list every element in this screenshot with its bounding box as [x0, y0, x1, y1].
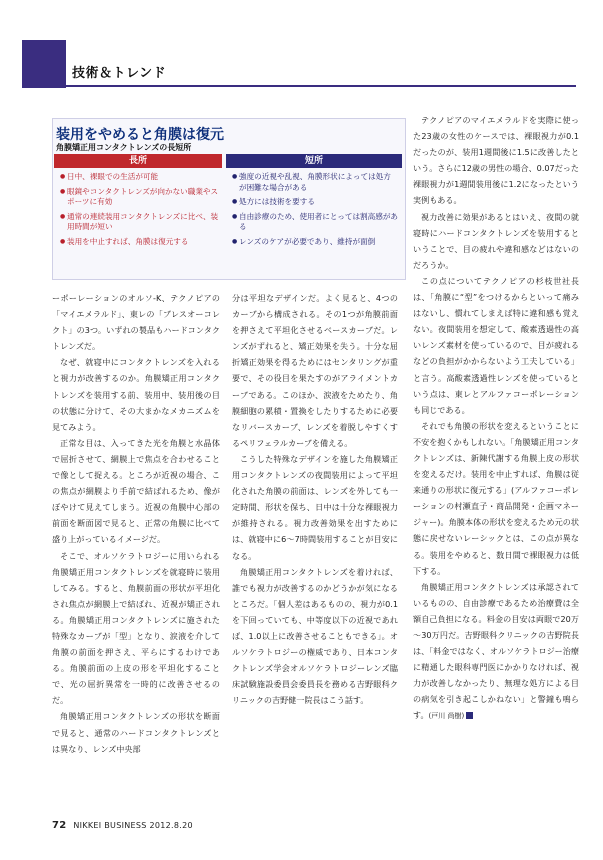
box-title: 装用をやめると角膜は復元 — [56, 127, 224, 143]
article-column-2 — [232, 290, 398, 708]
article-column-3 — [413, 112, 579, 725]
magazine-name: NIKKEI BUSINESS — [73, 821, 147, 830]
paragraph: なぜ、就寝中にコンタクトレンズを入れると視力が改善するのか。角膜矯正用コンタクトレンズを装用する前、装用中、装用後の目の状態に分けて、その大まかなメカニズムを見てみよう。 — [52, 357, 220, 432]
cons-header: 短所 — [226, 154, 402, 168]
paragraph: 正常な目は、入ってきた光を角膜と水晶体で屈折させて、網膜上で焦点を合わせることで像として捉える。ところが近視の場合、この焦点が網膜より手前で結ばれるため、像がぼやけて見えてしまう。近視の角膜中心部の前面を断面図で見ると、正常の角膜に比べて盛り上がっているイメージだ。 — [52, 437, 220, 545]
cons-item: ● 処方には技術を要する — [232, 197, 398, 208]
cons-item: ● 自由診療のため、使用者にとっては割高感がある — [232, 212, 398, 233]
paragraph: 分は平坦なデザインだ。よく見ると、4つのカーブから構成される。その1つが角膜前面を押さえて平坦化させるベースカーブだ。レンズがずれると、矯正効果を失う。十分な屈折矯正効果を得るためにはセンタリングが重要で、その役目を果たすのがアライメントカーブである。このほか、涙液をためたり、角膜細胞の累積・置換をしたりするために必要なリバースカーブ、レンズを着脱しやすくするペリフェラルカーブを備える。 — [232, 293, 398, 448]
paragraph: そこで、オルソケラトロジーに用いられる角膜矯正用コンタクトレンズを就寝時に装用してみる。すると、角膜前面の形状が平坦化され焦点が網膜上で結ばれ、近視が矯正される。角膜矯正用コンタクトレンズに施された特殊なカーブが「型」となり、涙液を介して角膜の前面を押さえ、平らにするわけである。角膜前面の上皮の形を平坦化することで、光の屈折異常を一時的に改善させるのだ。 — [52, 550, 220, 706]
section-divider — [66, 85, 576, 87]
paragraph: それでも角膜の形状を変えるということに不安を抱くかもしれない。「角膜矯正用コンタクトレンズは、新陳代謝する角膜上皮の形状を変えるだけ。装用を中止すれば、角膜は従来通りの形状に復元する」(アルファコーポレーションの村瀬直子・商品開発・企画マネージャー)。角膜本体の形状を変えるため元の状態に戻せないレーシックとは、この点が異なる。装用をやめると、数日間で裸眼視力は低下する。 — [413, 420, 579, 576]
page-number: 72 — [52, 820, 67, 831]
paragraph — [413, 579, 579, 725]
paragraph: この点についてテクノピアの杉枝世社長は、「角膜に“型”をつけるからといって痛みはないし、慣れてしまえば特に違和感も覚えない。夜間装用を想定して、酸素透過性の高いレンズ素材を使っているので、目が疲れるなどの負担がかからないよう工夫している」と言う。高酸素透過性レンズを使っているという点は、東レとアルファコーポレーションも同じである。 — [413, 275, 579, 415]
pros-header: 長所 — [54, 154, 222, 168]
paragraph: 角膜矯正用コンタクトレンズの形状を断面で見ると、通常のハードコンタクトレンズとは異なり、レンズ中央部 — [52, 711, 220, 754]
cons-list — [232, 172, 398, 252]
paragraph: テクノピアのマイエメラルドを実際に使った23歳の女性のケースでは、裸眼視力が0.1だったのが、装用1週間後に1.5に改善したという。さらに12歳の男性の場合、0.07だった裸眼視力が1週間装用後に1.2になったという実例もある。 — [413, 115, 579, 206]
section-title: 技術＆トレンド — [72, 66, 167, 81]
page-footer — [52, 820, 193, 831]
paragraph: 角膜矯正用コンタクトレンズを着ければ、誰でも視力が改善するのかどうかが気になるところだ。「個人差はあるものの、視力が0.1を下回っていても、中等度以下の近視であれば、1.0以上に改善させることもできる」。オルソケラトロジーの権威であり、日本コンタクトレンズ学会オルソケラトロジーレンズ臨床試験施設委員会委員長を務める吉野眼科クリニックの吉野健一院長はこう話す。 — [232, 566, 398, 706]
pros-item: ● 日中、裸眼での生活が可能 — [60, 172, 220, 183]
author-signature: (戸川 尚樹) — [428, 712, 465, 721]
paragraph: ーポーレーションのオルソ-K、テクノピアの「マイエメラルド」、東レの「ブレスオーコレクト」の3つ。いずれの製品もハードコンタクトレンズだ。 — [52, 293, 220, 352]
section-color-block — [22, 40, 66, 88]
article-column-1 — [52, 290, 220, 757]
paragraph-text: 角膜矯正用コンタクトレンズは承認されているものの、自由診療であるため治療費は全額自己負担になる。料金の目安は両眼で20万～30万円だ。吉野眼科クリニックの吉野院長は、「料金ではなく、オルソケラトロジー治療に精通した眼科専門医にかかりなければ、視力が改善しなかったり、無理な処方による目の病気を引き起こしかねない」と警鐘も鳴らす。 — [413, 581, 579, 721]
box-subtitle: 角膜矯正用コンタクトレンズの長短所 — [56, 143, 192, 152]
pros-item: ● 装用を中止すれば、角膜は復元する — [60, 237, 220, 248]
cons-item: ● レンズのケアが必要であり、維持が面倒 — [232, 237, 398, 248]
pros-list — [60, 172, 220, 252]
end-mark-icon — [466, 712, 473, 719]
paragraph: こうした特殊なデザインを施した角膜矯正用コンタクトレンズの夜間装用によって平坦化された角膜の前面は、レンズを外しても一定時間、形状を保ち、日中は十分な裸眼視力が維持される。視力改善効果を出すためには、就寝中に6～7時間装用することが目安になる。 — [232, 453, 398, 561]
pros-item: ● 通常の連続装用コンタクトレンズに比べ、装用時間が短い — [60, 212, 220, 233]
paragraph: 視力改善に効果があるとはいえ、夜間の就寝時にハードコンタクトレンズを装用するということで、目の疲れや違和感などはないのだろうか。 — [413, 211, 579, 270]
cons-item: ● 強度の近視や乱視、角膜形状によっては処方が困難な場合がある — [232, 172, 398, 193]
pros-item: ● 眼鏡やコンタクトレンズが向かない職業やスポーツに有効 — [60, 187, 220, 208]
issue-date: 2012.8.20 — [149, 821, 193, 830]
